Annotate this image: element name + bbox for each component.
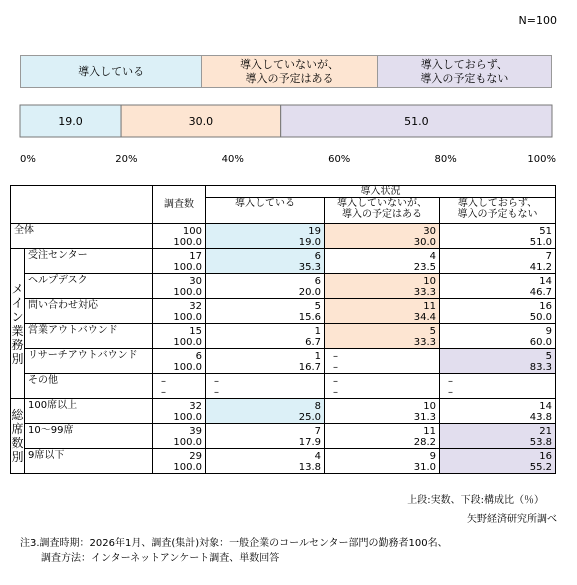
count-cell: 32 100.0 — [153, 399, 206, 424]
x-tick-label: 0% — [20, 154, 36, 165]
x-tick-label: 100% — [527, 154, 556, 165]
header-col-2: 導入していないが、 導入の予定はある — [325, 198, 440, 224]
count-cell: – – — [153, 374, 206, 399]
table-row — [11, 274, 556, 299]
value-cell: 10 33.3 — [325, 274, 440, 299]
value-cell: 11 34.4 — [325, 299, 440, 324]
value-cell: 5 15.6 — [206, 299, 325, 324]
value-cell: 5 33.3 — [325, 324, 440, 349]
value-cell: 1 6.7 — [206, 324, 325, 349]
count-cell: 32 100.0 — [153, 299, 206, 324]
count-cell: 100 100.0 — [153, 224, 206, 249]
header-col-3: 導入しておらず、 導入の予定もない — [440, 198, 556, 224]
count-cell: 29 100.0 — [153, 449, 206, 474]
table-row — [11, 374, 556, 399]
value-cell: 6 35.3 — [206, 249, 325, 274]
header-group: 導入状況 — [206, 186, 556, 198]
table-row — [11, 449, 556, 474]
legend — [20, 55, 552, 88]
header-col-1: 導入している — [206, 198, 325, 224]
value-cell: 7 17.9 — [206, 424, 325, 449]
count-cell: 39 100.0 — [153, 424, 206, 449]
x-tick-label: 40% — [221, 154, 244, 165]
value-cell: – – — [325, 374, 440, 399]
bar-value-label-2: 30.0 — [188, 115, 214, 128]
value-cell: 4 23.5 — [325, 249, 440, 274]
value-cell: 11 28.2 — [325, 424, 440, 449]
table-row — [11, 299, 556, 324]
row-label: 9席以下 — [25, 449, 153, 474]
row-label: 全体 — [11, 224, 153, 249]
row-label: 受注センター — [25, 249, 153, 274]
value-cell: 9 60.0 — [440, 324, 556, 349]
note-line-1: 注3.調査時期：2026年1月、調査(集計)対象：一般企業のコールセンター部門の勤務者100名、 — [20, 538, 448, 549]
value-cell: 1 16.7 — [206, 349, 325, 374]
row-label: 問い合わせ対応 — [25, 299, 153, 324]
value-cell: – – — [206, 374, 325, 399]
stacked-bar-chart — [0, 100, 577, 170]
row-label: 100席以上 — [25, 399, 153, 424]
table-row — [11, 224, 556, 249]
value-cell: 21 53.8 — [440, 424, 556, 449]
row-label: リサーチアウトバウンド — [25, 349, 153, 374]
value-cell: 4 13.8 — [206, 449, 325, 474]
sample-size-label: N=100 — [518, 14, 557, 27]
legend-item-3: 導入しておらず、 導入の予定もない — [378, 56, 551, 87]
note-line-2: 調査方法：インターネットアンケート調査、単数回答 — [41, 553, 280, 564]
value-cell: – – — [325, 349, 440, 374]
value-cell: 16 55.2 — [440, 449, 556, 474]
value-cell: 30 30.0 — [325, 224, 440, 249]
count-cell: 6 100.0 — [153, 349, 206, 374]
count-cell: 17 100.0 — [153, 249, 206, 274]
value-cell: 10 31.3 — [325, 399, 440, 424]
value-cell: 5 83.3 — [440, 349, 556, 374]
count-cell: 15 100.0 — [153, 324, 206, 349]
group-label: メ イ ン 業 務 別 — [11, 249, 25, 399]
source-credit: 矢野経済研究所調べ — [467, 514, 557, 525]
legend-item-2: 導入していないが、 導入の予定はある — [202, 56, 377, 87]
x-tick-label: 20% — [115, 154, 138, 165]
table-row — [11, 349, 556, 374]
x-tick-label: 80% — [434, 154, 457, 165]
row-label: 営業アウトバウンド — [25, 324, 153, 349]
value-cell: 14 43.8 — [440, 399, 556, 424]
bar-value-label-3: 51.0 — [404, 115, 429, 128]
table-row — [11, 399, 556, 424]
value-cell: 16 50.0 — [440, 299, 556, 324]
x-tick-label: 60% — [328, 154, 351, 165]
value-cell: 7 41.2 — [440, 249, 556, 274]
unit-note: 上段:実数、下段:構成比（％） — [407, 495, 544, 506]
row-label: ヘルプデスク — [25, 274, 153, 299]
table-row — [11, 424, 556, 449]
value-cell: 9 31.0 — [325, 449, 440, 474]
value-cell: 6 20.0 — [206, 274, 325, 299]
row-label: 10～99席 — [25, 424, 153, 449]
value-cell: – – — [440, 374, 556, 399]
table-row — [11, 324, 556, 349]
header-count: 調査数 — [153, 186, 206, 224]
group-label: 総 席 数 別 — [11, 399, 25, 474]
count-cell: 30 100.0 — [153, 274, 206, 299]
bar-value-label-1: 19.0 — [58, 115, 83, 128]
row-label: その他 — [25, 374, 153, 399]
value-cell: 19 19.0 — [206, 224, 325, 249]
breakdown-table — [10, 185, 556, 474]
value-cell: 14 46.7 — [440, 274, 556, 299]
legend-item-1: 導入している — [21, 56, 202, 87]
table-row — [11, 249, 556, 274]
value-cell: 8 25.0 — [206, 399, 325, 424]
value-cell: 51 51.0 — [440, 224, 556, 249]
